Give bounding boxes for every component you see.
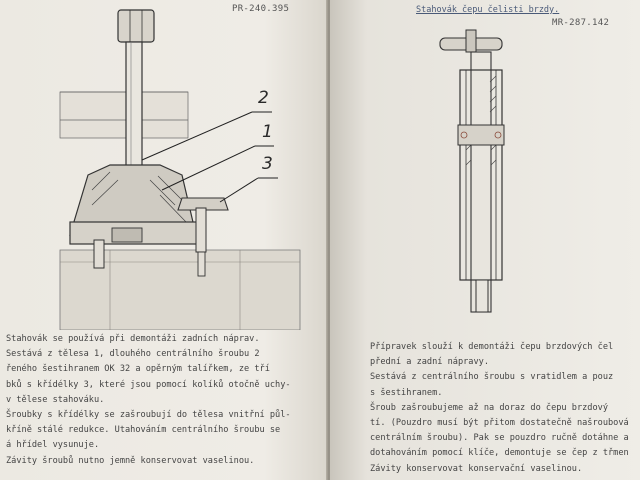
text-line: tí. (Pouzdro musí být přitom dostatečně našroubová (370, 417, 629, 428)
text-line: Sestává z centrálního šroubu s vratidlem a pouz (370, 372, 614, 383)
text-line: bků s křídélky 3, které jsou pomocí kolíků otočně uchy- (6, 379, 291, 390)
drawing-code: PR-240.395 (232, 4, 290, 14)
text-line: dotahováním pomocí klíče, demontuje se čep z třmen (370, 448, 629, 459)
text-line: kříně stálé redukce. Utahováním centrálního šroubu se (6, 425, 281, 436)
text-line: á hřídel vysunuje. (6, 440, 100, 451)
text-line: centrálním šroubu). Pak se pouzdro ručně dotáhne a (370, 433, 629, 444)
text-line: v tělese stahováku. (6, 394, 105, 405)
puller-drawing (0, 0, 330, 330)
text-line: s šestihranem. (370, 387, 443, 398)
label-body: 1 (262, 122, 273, 142)
right-page (330, 0, 640, 480)
drawing-code: MR-287.142 (552, 18, 610, 28)
text-line: Stahovák se používá při demontáži zadních náprav. (6, 334, 260, 344)
drawing-caption: Stahovák čepu čelisti brzdy. (416, 5, 560, 15)
text-line: přední a zadní nápravy. (370, 357, 489, 368)
label-wing-screw: 3 (262, 154, 273, 174)
text-line: Přípravek slouží k demontáži čepu brzdových čel (370, 342, 614, 352)
text-line: řeného šestihranem OK 32 a opěrným talířkem, ze tří (6, 364, 270, 375)
text-line: Závity šroubů nutno jemně konservovat vaselinou. (6, 455, 255, 466)
text-line: Šroub zašroubujeme až na doraz do čepu brzdový (370, 402, 608, 413)
text-line: Šroubky s křídélky se zašroubují do tělesa vnitřní půl- (6, 409, 291, 420)
text-line: Sestává z tělesa 1, dlouhého centrálního šroubu 2 (6, 349, 260, 360)
description-text (370, 340, 629, 477)
pin-puller-drawing (330, 0, 640, 330)
description-text (6, 332, 291, 469)
text-line: Závity konservovat konservační vaselinou. (370, 463, 583, 474)
label-screw: 2 (258, 88, 269, 108)
